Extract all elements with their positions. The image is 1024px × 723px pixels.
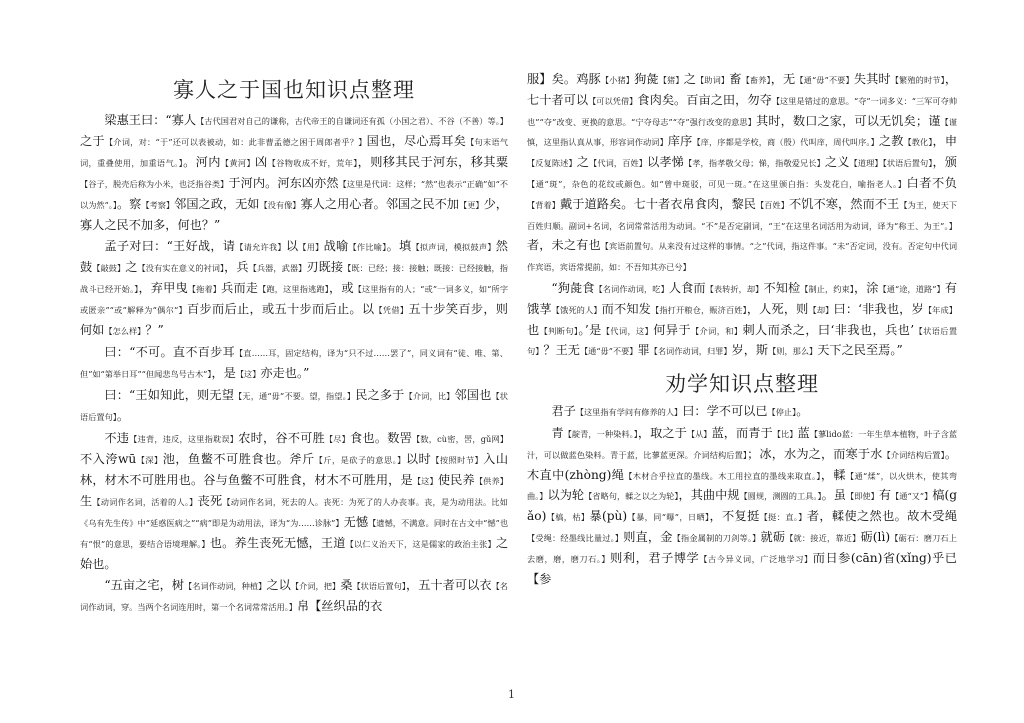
- paragraph: 青【靛青，一种染料。】，取之于【从】蓝，而青于【比】蓝【蓼lido蓝：一年生草本植物，叶子含蓝汁，可以做蓝色染料。青于蓝，比蓼蓝更深。介词结构后置】；冰，水为之，而寒于水【介词结构后置】。木直中(zhòng)绳【木材合乎拉直的墨线。木工用拉直的墨线来取直。】，輮【通“煣”，以火烘木，使其弯曲。】以为轮【省略句，輮之以之为轮】，其曲中规【圆规，测圆的工具。】。虽【即使】有【通“又”】槁(gǎo)【槁，枯】暴(pù)【暴，同“曝”，日晒】，不复挺【挺：直。】者，輮使之然也。故木受绳【受绳：经墨线比量过。】则直，金【指金属制的刀剑等。】就砺【就：接近，靠近】砺(lì)【砺石：磨刀石上去磨，磨，磨刀石。】则利，君子博学【古今异义词，广泛地学习】而日参(cān)省(xǐng)乎已【参: [527, 425, 958, 586]
- right-column: [527, 70, 957, 589]
- paragraph: 服】矣。鸡豚【小猪】狗彘【猪】之【助词】畜【畜养】，无【通“毋”不要】失其时【繁殖的时节】，七十者可以【可以凭借】食肉矣。百亩之田，勿夺【这里是错过的意思。“夺”一词多义：“三军可夺帅也”“夺”改变、更换的意思。“宁夺母志”“夺”强行改变的意思】其时，数口之家，可以无饥矣；谨【谨慎，这里指认真从事，形容词作动词】庠序【庠，序都是学校，商（殷）代叫庠，周代叫序。】之教【教化】，申【反复陈述】之【代词，百姓】以孝悌【孝，指孝敬父母；悌，指敬爱兄长】之义【道理】【状语后置句】，颁【通“斑”，杂色的花纹或颜色。如“曾中斑驳，可见一斑。”在这里颁白指：头发花白，喻指老人。】白者不负【背着】戴于道路矣。七十者衣帛食肉，黎民【百姓】不饥不寒，然而不王【为王，使天下百姓归顺。副词+名词，名词常常活用为动词。“不”是否定副词，“王”在这里名词活用为动词，译为“称王、为王”。】者，未之有也【宾语前置句。从来没有过这样的事情。“之”代词，指这件事。“未”否定词，没有。否定句中代词作宾语，宾语常提前，如：不吾知其亦已兮】: [527, 72, 958, 273]
- page-number: 1: [508, 688, 515, 701]
- document-title-right: 劝学知识点整理: [665, 372, 819, 397]
- left-column: [80, 66, 508, 617]
- paragraph: 不违【违背，违反，这里指耽误】农时，谷不可胜【尽】食也。数罟【数，cù密，罟，gǔ网】不入洿wū【深】池，鱼鳖不可胜食也。斧斤【斤，是砍子的意思。】以时【按照时节】入山林，材木不可胜用也。谷与鱼鳖不可胜食，材木不可胜用，是【这】使民养【供养】生【动词作名词，活着的人。】丧死【动词作名词，死去的人。丧死：为死了的人办丧事。丧，是为动用法。比如《乌有先生传》中“延惑医病之”“病”即是为动用法，译为“为……诊脉”】无憾【遗憾，不满意。同时在古文中“憾”也有“恨”的意思，要结合语境理解。】也。养生丧死无憾，王道【以仁义治天下，这是儒家的政治主张】之始也。: [80, 431, 509, 571]
- paragraph: 曰：“王如知此，则无望【无，通“毋”不要。望，指望。】民之多于【介词，比】邻国也【状语后置句】。: [80, 388, 508, 423]
- document-title-left: 寡人之于国也知识点整理: [173, 78, 415, 102]
- paragraph: 君子【这里指有学问有修养的人】曰：学不可以已【停止】。: [551, 404, 809, 419]
- paragraph: 孟子对曰：“王好战，请【请允许我】以【用】战喻【作比喻】。填【拟声词，模拟鼓声】然鼓【敲鼓】之【没有实在意义的衬词】，兵【兵器，武器】刃既接【既：已经；接：接触；既接：已经接触，指战斗已经开始。】，弃甲曳【拖着】兵而走【跑，这里指逃跑】，或【这里指有的人；“或”一词多义，如“所字或匿亲”“或”解释为“偶尔”】百步而后止，或五十步而后止。以【凭借】五十步笑百步，则何如【怎么样】？”: [80, 239, 509, 337]
- paragraph: “五亩之宅，树【名词作动词，种植】之以【介词，把】桑【状语后置句】，五十者可以衣【名词作动词，穿。当两个名词连用时，第一个名词常常活用。】帛【丝织品的衣: [80, 578, 508, 613]
- paragraph: 曰：“不可。直不百步耳【直……耳，固定结构，译为“只不过……罢了”，同义词有“徒、唯、第、但”如“第举日耳”“但闻悲鸟号古木”】，是【这】亦走也。”: [80, 345, 508, 380]
- paragraph: 梁惠王曰：“寡人【古代国君对自己的谦称，古代帝王的自谦词还有孤（小国之君）、不谷（不善）等。】之于【介词，对：“于”还可以表被动，如：此非曹孟德之困于周郎者乎？】国也，尽心焉耳矣【句末语气词，重叠使用，加重语气。】。河内【黄河】凶【谷物收成不好，荒年】，则移其民于河东，移其粟【谷子，脱壳后称为小米，也泛指谷类】于河内。河东凶亦然【这里是代词：这样；“然”也表示“正确”如“不以为然”。】。察【考察】邻国之政，无如【没有像】寡人之用心者。邻国之民不加【更】少，寡人之民不加多，何也？”: [80, 113, 509, 232]
- paragraph: “狗彘食【名词作动词，吃】人食而【表转折，却】不知检【制止，约束】，涂【通“途，道路”】有饿莩【饿死的人】而不知发【指打开粮仓，赈济百姓】，人死，则【却】曰：‘非我也，岁【年成】也【判断句】。’是【代词，这】何异于【介词，和】刺人而杀之，曰‘非我也，兵也’【状语后置句】？王无【通“毋”不要】罪【名词作动词，归罪】岁，斯【则，那么】天下之民至焉。”: [527, 280, 958, 358]
